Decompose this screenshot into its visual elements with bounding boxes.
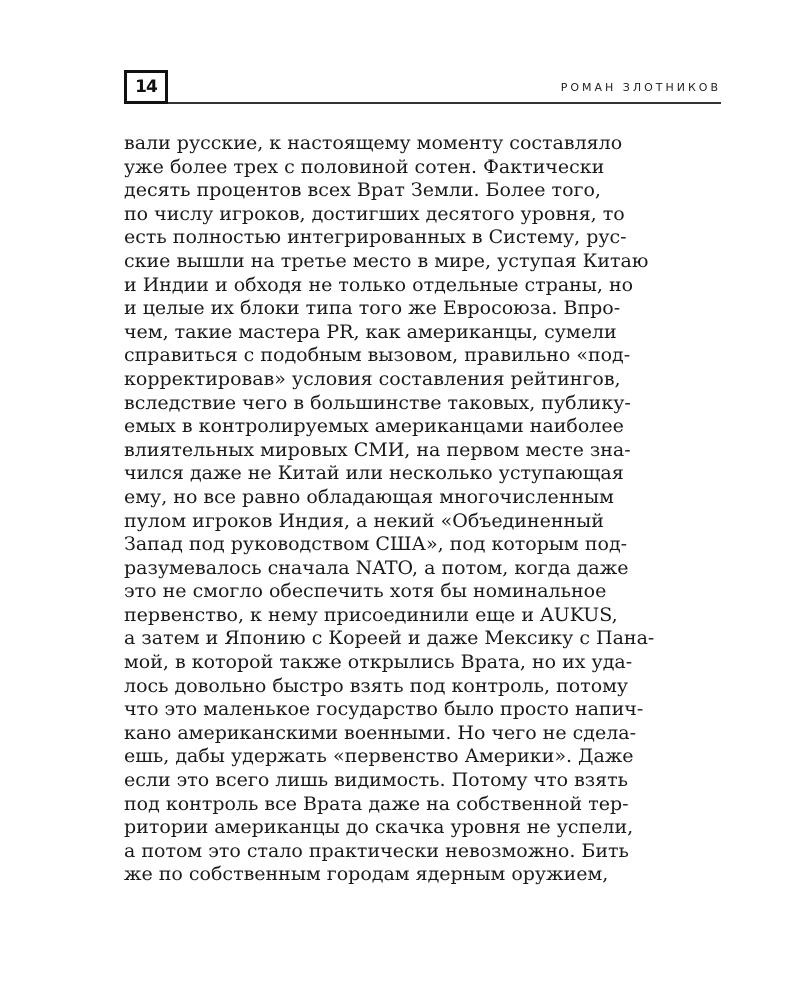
text-line: и целые их блоки типа того же Евросоюза. Впро- bbox=[124, 297, 621, 320]
text-line: десять процентов всех Врат Земли. Более того, bbox=[124, 179, 601, 202]
body-text bbox=[124, 132, 721, 887]
text-line: по числу игроков, достигших десятого уровня, то bbox=[124, 202, 625, 225]
page-header bbox=[124, 70, 721, 108]
text-line: если это всего лишь видимость. Потому что взять bbox=[124, 769, 629, 792]
text-line: разумевалось сначала NATO, а потом, когда даже bbox=[124, 556, 629, 579]
text-line: мой, в которой также открылись Врата, но их уда- bbox=[124, 651, 633, 674]
text-line: влиятельных мировых СМИ, на первом месте зна- bbox=[124, 438, 631, 461]
running-title: РОМАН ЗЛОТНИКОВ bbox=[560, 81, 721, 94]
text-line: и Индии и обходя не только отдельные страны, но bbox=[124, 273, 634, 296]
text-line: ему, но все равно обладающая многочисленным bbox=[124, 485, 614, 508]
text-line: ритории американцы до скачка уровня не успели, bbox=[124, 816, 634, 839]
text-line: вследствие чего в большинстве таковых, публику- bbox=[124, 391, 631, 414]
text-line: емых в контролируемых американцами наиболее bbox=[124, 415, 624, 438]
text-line: а потом это стало практически невозможно. Бить bbox=[124, 839, 629, 862]
text-line: кано американскими военными. Но чего не сдела- bbox=[124, 721, 637, 744]
text-line: вали русские, к настоящему моменту составляло bbox=[124, 132, 623, 154]
text-line: чился даже не Китай или несколько уступающая bbox=[124, 462, 624, 485]
text-line: уже более трех с половиной сотен. Фактически bbox=[124, 155, 605, 178]
text-line: же по собственным городам ядерным оружием, bbox=[124, 863, 609, 886]
text-line: есть полностью интегрированных в Систему, рус- bbox=[124, 226, 627, 249]
text-line: чем, такие мастера PR, как американцы, сумели bbox=[124, 320, 617, 343]
text-line: а затем и Японию с Кореей и даже Мексику с Пана- bbox=[124, 627, 655, 650]
page-number: 14 bbox=[124, 70, 168, 104]
text-line: под контроль все Врата даже на собственной тер- bbox=[124, 792, 629, 815]
text-line: это не смогло обеспечить хотя бы номинальное bbox=[124, 580, 607, 603]
text-line: Запад под руководством США», под которым под- bbox=[124, 533, 628, 556]
header-rule bbox=[168, 102, 721, 104]
text-line: ские вышли на третье место в мире, уступая Китаю bbox=[124, 249, 649, 272]
text-line: справиться с подобным вызовом, правильно «под- bbox=[124, 344, 631, 367]
text-line: что это маленькое государство было просто напич- bbox=[124, 698, 644, 721]
text-line: пулом игроков Индия, а некий «Объединенный bbox=[124, 509, 604, 532]
text-line: первенство, к нему присоединили еще и AUKUS, bbox=[124, 603, 618, 626]
text-line: ешь, дабы удержать «первенство Америки». Даже bbox=[124, 745, 634, 768]
text-line: корректировав» условия составления рейтингов, bbox=[124, 367, 621, 390]
text-line: лось довольно быстро взять под контроль, потому bbox=[124, 674, 629, 697]
